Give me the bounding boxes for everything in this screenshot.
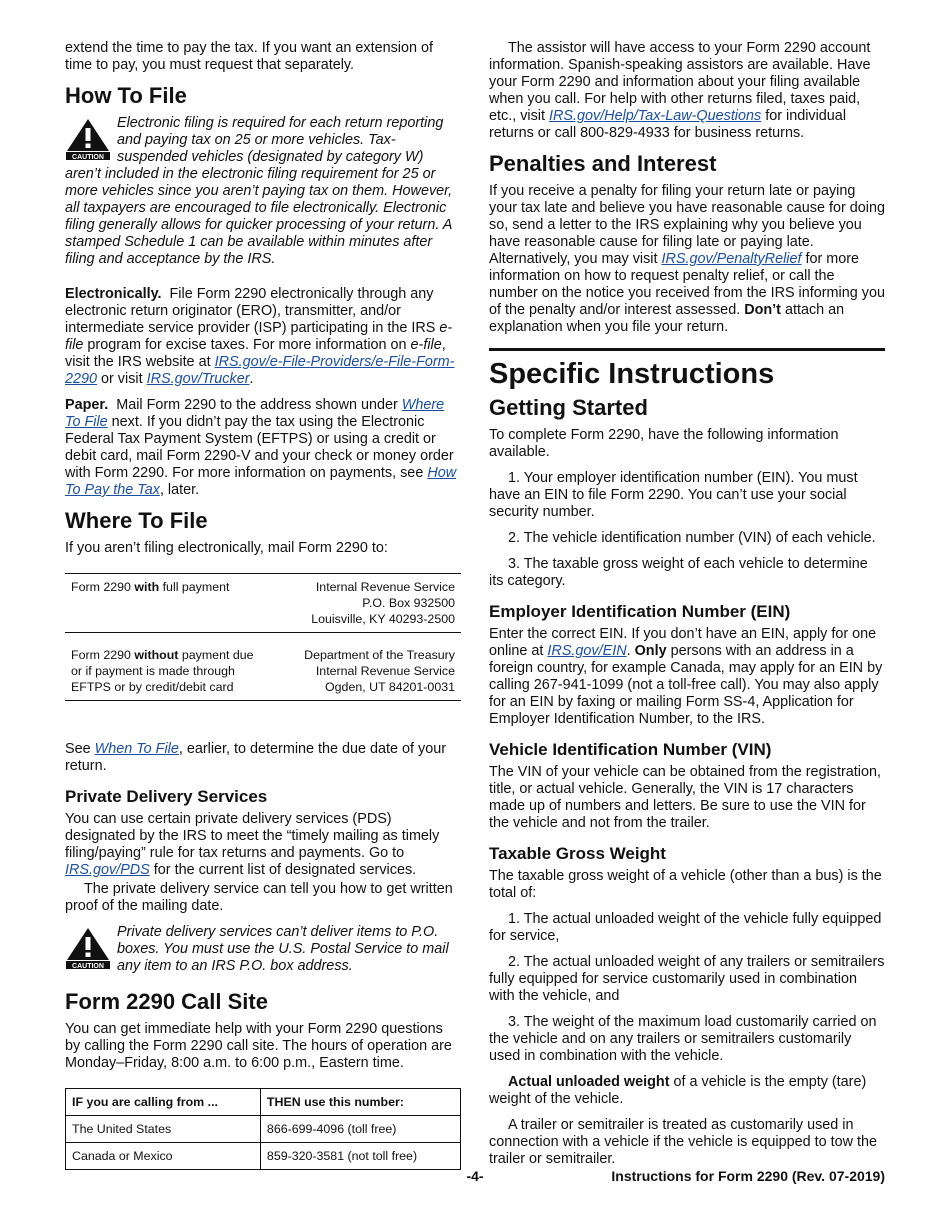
table-row [65, 633, 461, 701]
addr-condition-without: Form 2290 without payment due or if payment is made through EFTPS or by credit/debit card [65, 633, 281, 701]
list-item: 3. The taxable gross weight of each vehicle to determine its category. [489, 556, 868, 589]
getting-started-heading: Getting Started [489, 395, 648, 420]
table-cell: Canada or Mexico [66, 1143, 261, 1170]
table-header: THEN use this number: [260, 1089, 460, 1116]
caution-icon [65, 117, 111, 161]
pds-link[interactable]: IRS.gov/PDS [65, 862, 150, 878]
footer-title: Instructions for Form 2290 (Rev. 07-2019) [611, 1168, 885, 1184]
caution-text-rest: aren’t included in the electronic filing requirement for 25 or more vehicles since you aren’t paying tax on them. However, all taxpayers are encouraged to file electronically. Electronic filing generally allows for quicker processing of your return. A stamped Schedule 1 can be available within minutes after filing and acceptance by the IRS. [65, 166, 453, 267]
table-row [66, 1143, 461, 1170]
vin-paragraph: The VIN of your vehicle can be obtained from the registration, title, or actual vehicle. Generally, the VIN is 17 characters made up of numbers and letters. Be sure to use the VIN for the vehicle and not from the trailer. [489, 764, 881, 831]
trucker-link[interactable]: IRS.gov/Trucker [146, 371, 250, 387]
caution-icon [65, 926, 111, 970]
mailing-address-table [65, 573, 461, 701]
table-cell: The United States [66, 1116, 261, 1143]
table-row [65, 574, 461, 633]
tgw-intro: The taxable gross weight of a vehicle (other than a bus) is the total of: [489, 868, 882, 901]
addr-louisville: Internal Revenue Service P.O. Box 932500 Louisville, KY 40293-2500 [311, 580, 455, 626]
ein-paragraph: Enter the correct EIN. If you don’t have an EIN, apply for one online at IRS.gov/EIN. Only persons with an address in a foreign country, for example Canada, may apply for an EIN by calling 267-941-1099 (not a toll-free call). You may also apply for an EIN by faxing or mailing Form SS-4, Application for Employer Identification Number, to the IRS. [489, 626, 883, 727]
caution-text-pds: Private delivery services can’t deliver items to P.O. boxes. You must use the U.S. Postal Service to mail any item to an IRS P.O. box address. [117, 924, 449, 974]
list-item: 1. The actual unloaded weight of the vehicle fully equipped for service, [489, 911, 882, 944]
page-number: -4- [466, 1168, 484, 1184]
pds-proof-paragraph: The private delivery service can tell you how to get written proof of the mailing date. [65, 881, 453, 914]
list-item: 2. The actual unloaded weight of any trailers or semitrailers fully equipped for service customarily used in combination with the vehicle, and [489, 954, 885, 1004]
intro-paragraph: extend the time to pay the tax. If you want an extension of time to pay, you must request that separately. [65, 40, 433, 73]
call-site-heading: Form 2290 Call Site [65, 989, 268, 1014]
table-header: IF you are calling from ... [66, 1089, 261, 1116]
left-column [65, 40, 461, 1170]
ein-heading: Employer Identification Number (EIN) [489, 602, 791, 621]
addr-ogden: Department of the Treasury Internal Revenue Service Ogden, UT 84201-0031 [281, 633, 461, 701]
ein-link[interactable]: IRS.gov/EIN [547, 643, 627, 659]
table-cell: 859-320-3581 (not toll free) [260, 1143, 460, 1170]
caution-block-efile [65, 115, 461, 166]
electronically-paragraph: Electronically. File Form 2290 electronically through any electronic return originator (ERO), transmitter, and/or intermediate service provider (ISP) participating in the IRS e-file program for excise taxes. For more information on e-file, visit the IRS website at IRS.gov/e-File-Providers/e-File-Form-2290 or visit IRS.gov/Trucker. [65, 286, 455, 387]
where-intro: If you aren’t filing electronically, mail Form 2290 to: [65, 540, 388, 556]
efile-providers-link[interactable]: IRS.gov/e-File-Providers/e-File-Form-2290 [65, 354, 455, 387]
caution-text-lead: Electronic filing is required for each return reporting and paying tax on 25 or more vehicles. Tax-suspended vehicles (designated by category W) [117, 115, 444, 165]
actual-unloaded-paragraph: Actual unloaded weight of a vehicle is the empty (tare) weight of the vehicle. [489, 1074, 867, 1107]
where-to-file-heading: Where To File [65, 508, 208, 533]
table-cell: 866-699-4096 (toll free) [260, 1116, 460, 1143]
assistor-paragraph: The assistor will have access to your Form 2290 account information. Spanish-speaking assistors are available. Have your Form 2290 and information about your filing available when you call. For help with other returns filed, taxes paid, etc., visit IRS.gov/Help/Tax-Law-Questions for individual returns or call 800-829-4933 for business returns. [489, 40, 871, 141]
list-item: 1. Your employer identification number (EIN). You must have an EIN to file Form 2290. You can’t use your social security number. [489, 470, 858, 520]
trailer-paragraph: A trailer or semitrailer is treated as customarily used in connection with a vehicle if the vehicle is equipped to tow the trailer or semitrailer. [489, 1117, 877, 1167]
penalties-heading: Penalties and Interest [489, 151, 717, 176]
svg-text:CAUTION: CAUTION [72, 962, 104, 970]
when-to-file-link[interactable]: When To File [94, 741, 179, 757]
tgw-heading: Taxable Gross Weight [489, 844, 666, 863]
how-to-file-heading: How To File [65, 83, 187, 108]
caution-block-pds [65, 924, 461, 975]
call-site-table [65, 1088, 461, 1170]
penalty-relief-link[interactable]: IRS.gov/PenaltyRelief [661, 251, 802, 267]
penalties-paragraph: If you receive a penalty for filing your return late or paying your tax late and believe you have reasonable cause for doing so, send a letter to the IRS explaining why you believe you have reasonable cause for filing late or paying late. Alternatively, you may visit IRS.gov/PenaltyRelief for more information on how to request penalty relief, or call the number on the notice you received from the IRS informing you of the penalty and/or interest assessed. Don’t attach an explanation when you file your return. [489, 183, 886, 335]
right-column [489, 40, 885, 1177]
tax-law-questions-link[interactable]: IRS.gov/Help/Tax-Law-Questions [548, 108, 762, 124]
section-divider [489, 348, 885, 351]
how-to-pay-link[interactable]: How To Pay the Tax [65, 465, 457, 498]
list-item: 2. The vehicle identification number (VIN) of each vehicle. [508, 530, 876, 546]
call-site-paragraph: You can get immediate help with your Form 2290 questions by calling the Form 2290 call site. The hours of operation are Monday–Friday, 8:00 a.m. to 6:00 p.m., Eastern time. [65, 1021, 452, 1071]
addr-condition-full: Form 2290 with full payment [71, 580, 230, 594]
table-row [66, 1116, 461, 1143]
see-when-to-file: See When To File, earlier, to determine the due date of your return. [65, 741, 447, 774]
pds-paragraph: You can use certain private delivery services (PDS) designated by the IRS to meet the “timely mailing as timely filing/paying” rule for tax returns and payments. Go to IRS.gov/PDS for the current list of designated services. [65, 811, 440, 878]
list-item: 3. The weight of the maximum load customarily carried on the vehicle and on any trailers or semitrailers customarily used in combination with the vehicle. [489, 1014, 877, 1064]
paper-label: Paper. [65, 397, 109, 413]
getting-started-intro: To complete Form 2290, have the following information available. [489, 427, 839, 460]
electronically-label: Electronically. [65, 286, 162, 302]
vin-heading: Vehicle Identification Number (VIN) [489, 740, 772, 759]
pds-heading: Private Delivery Services [65, 787, 268, 806]
specific-instructions-heading: Specific Instructions [489, 358, 775, 390]
paper-paragraph: Paper. Mail Form 2290 to the address shown under Where To File next. If you didn’t pay the tax using the Electronic Federal Tax Payment System (EFTPS) or using a credit or debit card, mail Form 2290-V and your check or money order with Form 2290. For more information on payments, see How To Pay the Tax, later. [65, 397, 457, 498]
where-to-file-link[interactable]: Where To File [65, 397, 445, 430]
svg-text:CAUTION: CAUTION [72, 153, 104, 161]
table-header-row [66, 1089, 461, 1116]
